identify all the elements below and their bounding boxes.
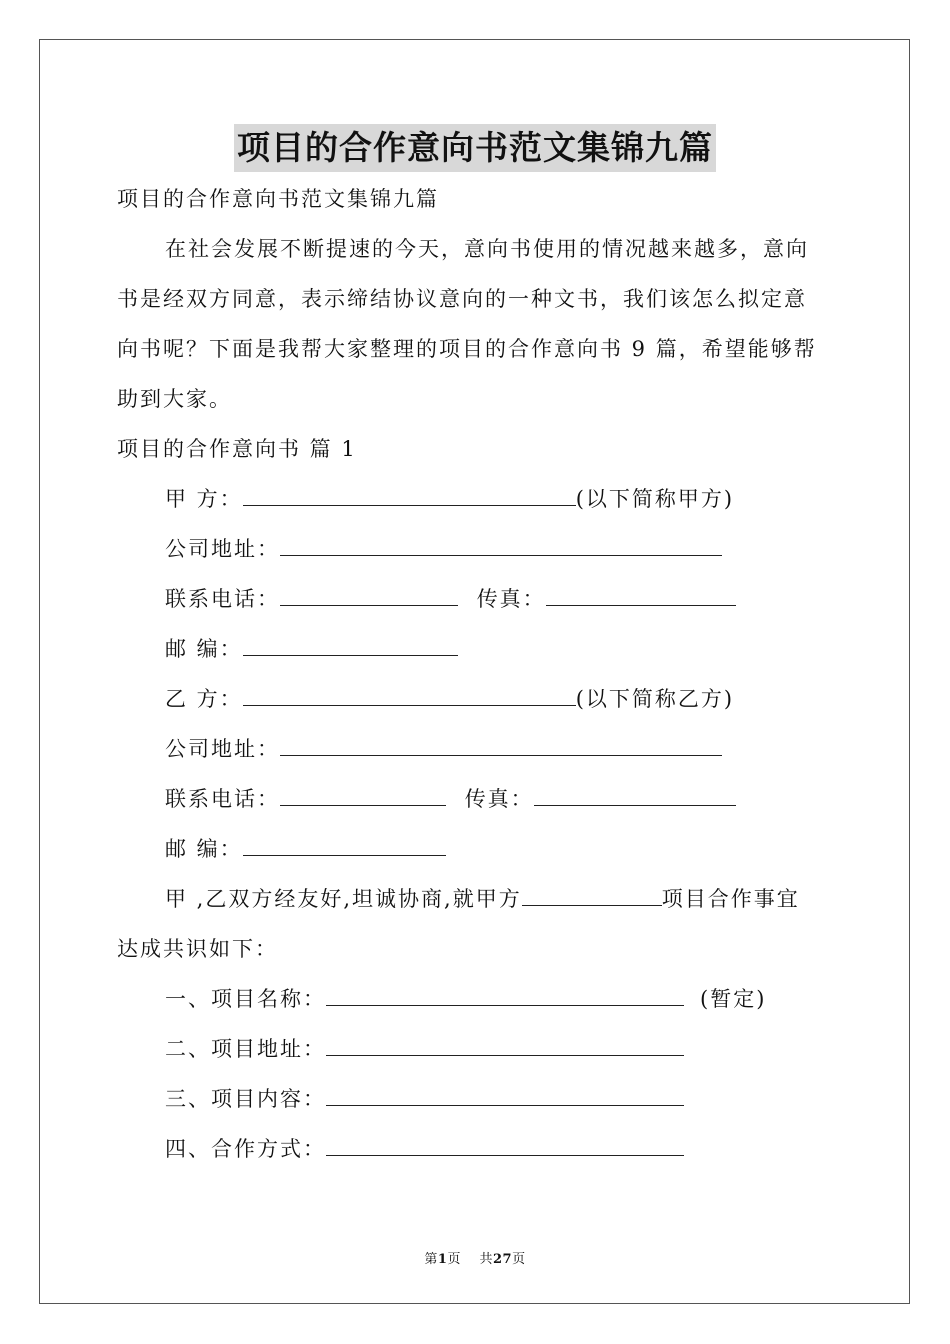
item-row-4 bbox=[165, 1134, 684, 1164]
party-b-address-label: 公司地址： bbox=[165, 737, 280, 761]
party-a-zip-label: 邮 编： bbox=[165, 637, 243, 661]
party-a-phone-blank[interactable] bbox=[280, 585, 458, 606]
item-suffix-1: (暂定) bbox=[700, 987, 767, 1011]
party-b-blank[interactable] bbox=[243, 685, 576, 706]
item-blank-2[interactable] bbox=[326, 1035, 684, 1056]
party-b-fax-label: 传真： bbox=[464, 787, 534, 811]
party-b-zip-row bbox=[165, 834, 446, 864]
item-blank-3[interactable] bbox=[326, 1085, 684, 1106]
party-a-phone-row bbox=[165, 584, 736, 614]
item-label-1: 一、项目名称： bbox=[165, 987, 326, 1011]
item-label-3: 三、项目内容： bbox=[165, 1087, 326, 1111]
intro-line-1: 在社会发展不断提速的今天，意向书使用的情况越来越多，意向 bbox=[165, 237, 809, 261]
party-a-blank[interactable] bbox=[243, 485, 576, 506]
agreement-line-1 bbox=[165, 884, 800, 914]
party-a-address-label: 公司地址： bbox=[165, 537, 280, 561]
party-b-zip-label: 邮 编： bbox=[165, 837, 243, 861]
footer-suffix: 页 bbox=[512, 1252, 526, 1267]
item-row-1 bbox=[165, 984, 766, 1014]
page-footer bbox=[0, 1248, 950, 1267]
party-b-label: 乙 方： bbox=[165, 687, 243, 711]
party-a-suffix: (以下简称甲方) bbox=[575, 487, 735, 511]
item-row-3 bbox=[165, 1084, 684, 1114]
project-name-blank[interactable] bbox=[522, 885, 662, 906]
agreement-suffix: 项目合作事宜 bbox=[661, 887, 800, 911]
party-b-phone-row bbox=[165, 784, 736, 814]
agreement-prefix: 甲 ,乙双方经友好,坦诚协商,就甲方 bbox=[165, 887, 522, 911]
party-a-address-blank[interactable] bbox=[280, 535, 722, 556]
party-b-suffix: (以下简称乙方) bbox=[575, 687, 735, 711]
party-b-phone-label: 联系电话： bbox=[165, 787, 280, 811]
party-a-address-row bbox=[165, 534, 722, 564]
item-label-4: 四、合作方式： bbox=[165, 1137, 326, 1161]
intro-line-2: 书是经双方同意，表示缔结协议意向的一种文书，我们该怎么拟定意 bbox=[117, 287, 807, 311]
party-a-zip-row bbox=[165, 634, 458, 664]
item-blank-4[interactable] bbox=[326, 1135, 684, 1156]
party-b-phone-blank[interactable] bbox=[280, 785, 446, 806]
footer-total-pages: 27 bbox=[492, 1252, 513, 1267]
intro-line-3: 向书呢？下面是我帮大家整理的项目的合作意向书 9 篇，希望能够帮 bbox=[117, 337, 817, 361]
party-b-zip-blank[interactable] bbox=[243, 835, 446, 856]
party-a-row bbox=[165, 484, 734, 514]
party-a-fax-label: 传真： bbox=[476, 587, 546, 611]
page-border bbox=[39, 39, 910, 1304]
party-a-fax-blank[interactable] bbox=[546, 585, 736, 606]
item-blank-1[interactable] bbox=[326, 985, 684, 1006]
footer-prefix: 第 bbox=[424, 1252, 438, 1267]
party-a-zip-blank[interactable] bbox=[243, 635, 458, 656]
footer-middle: 页 共 bbox=[447, 1252, 493, 1267]
party-b-address-row bbox=[165, 734, 722, 764]
party-b-fax-blank[interactable] bbox=[534, 785, 736, 806]
document-title: 项目的合作意向书范文集锦九篇 bbox=[234, 124, 716, 172]
subtitle: 项目的合作意向书范文集锦九篇 bbox=[117, 187, 439, 211]
party-b-row bbox=[165, 684, 734, 714]
agreement-line-2: 达成共识如下： bbox=[117, 937, 278, 961]
item-label-2: 二、项目地址： bbox=[165, 1037, 326, 1061]
party-b-address-blank[interactable] bbox=[280, 735, 722, 756]
intro-line-4: 助到大家。 bbox=[117, 387, 232, 411]
title-container bbox=[0, 124, 950, 172]
party-a-phone-label: 联系电话： bbox=[165, 587, 280, 611]
footer-current-page: 1 bbox=[437, 1252, 448, 1267]
party-a-label: 甲 方： bbox=[165, 487, 243, 511]
item-row-2 bbox=[165, 1034, 684, 1064]
section-heading: 项目的合作意向书 篇 1 bbox=[117, 437, 357, 461]
